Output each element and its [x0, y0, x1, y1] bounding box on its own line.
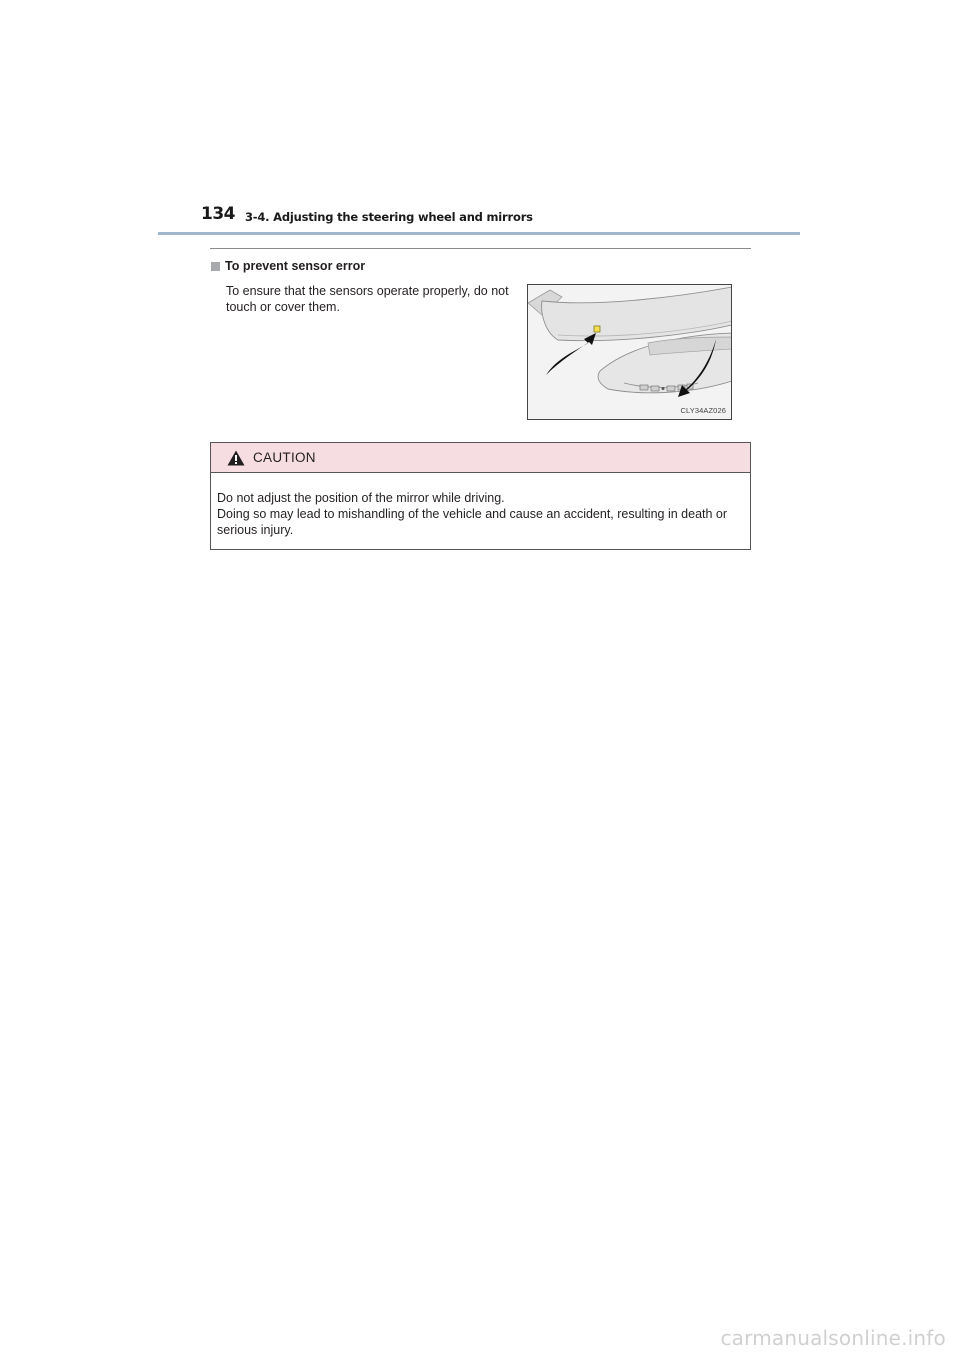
caution-line-2: Doing so may lead to mishandling of the vehicle and cause an accident, resulting in death or serious injury. — [217, 507, 728, 537]
square-bullet-icon — [211, 262, 220, 271]
caution-box — [210, 442, 751, 550]
sensor-marker — [594, 326, 600, 332]
header-rule — [158, 232, 800, 235]
caution-body — [211, 473, 750, 538]
watermark: carmanualsonline.info — [720, 1326, 946, 1350]
mirror-sensor-illustration — [527, 284, 732, 420]
caution-line-1: Do not adjust the position of the mirror while driving. — [217, 491, 505, 505]
section-divider — [210, 248, 751, 249]
sensor-instruction-text: To ensure that the sensors operate properly, do not touch or cover them. — [226, 284, 509, 314]
warning-triangle-icon — [227, 450, 245, 466]
caution-label: CAUTION — [253, 450, 316, 465]
figure-code: CLY34AZ026 — [680, 406, 726, 415]
caution-header — [211, 443, 750, 473]
section-heading — [211, 259, 365, 273]
page-number: 134 — [201, 204, 235, 224]
section-heading-text: To prevent sensor error — [225, 259, 366, 273]
mirror-illustration-icon — [528, 285, 732, 420]
running-header: 3-4. Adjusting the steering wheel and mirrors — [245, 210, 533, 224]
